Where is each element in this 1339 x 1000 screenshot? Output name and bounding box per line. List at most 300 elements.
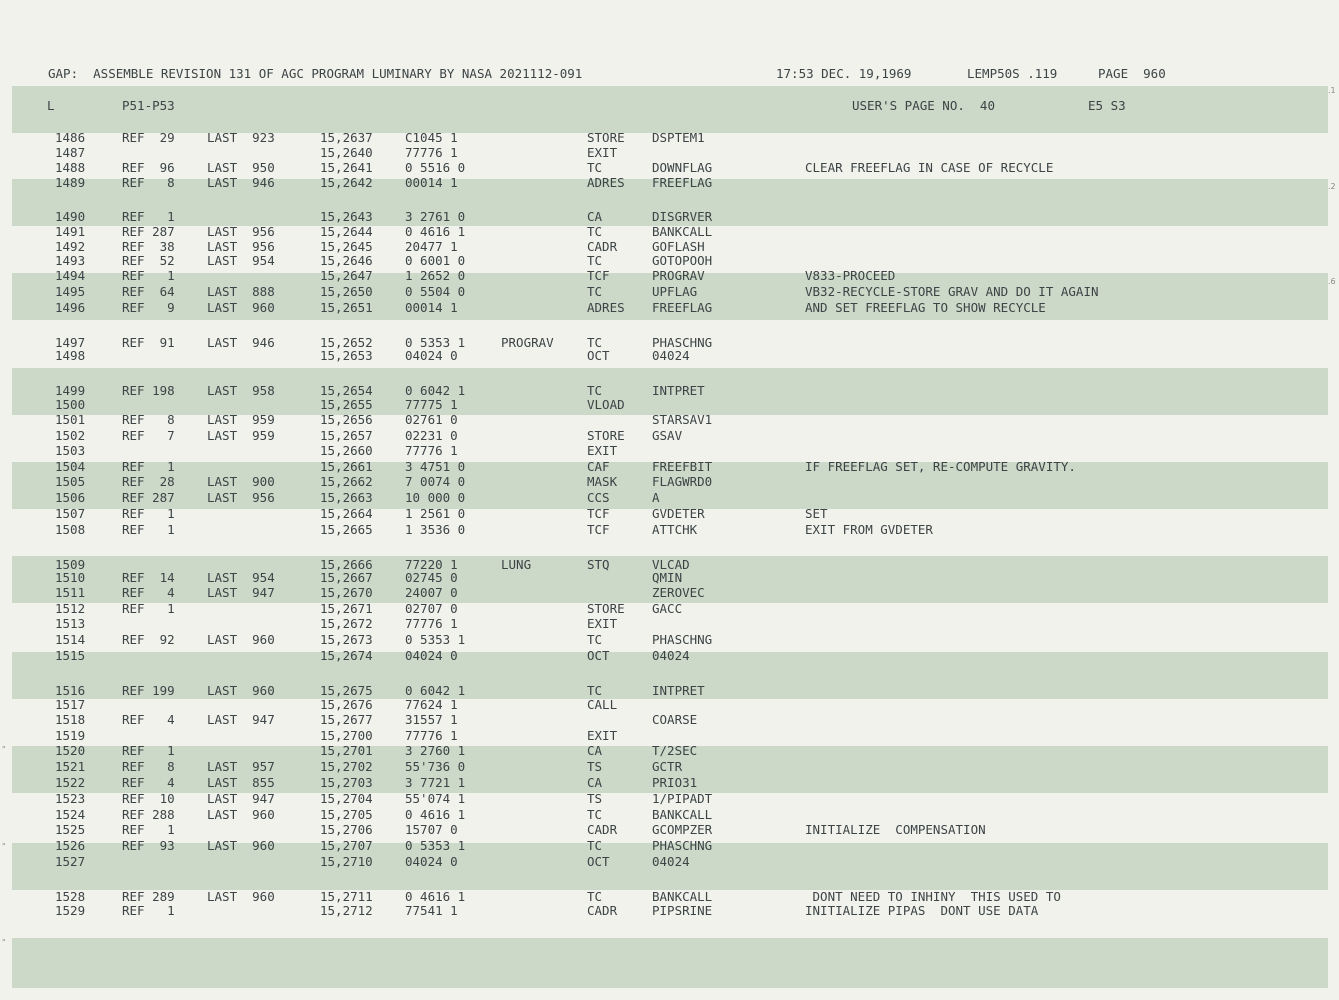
ref-count: REF 8 <box>122 412 175 427</box>
address: 15,2671 <box>320 601 373 616</box>
line-number: 1524 <box>55 807 86 822</box>
opcode: TC <box>587 284 603 299</box>
address: 15,2672 <box>320 616 373 631</box>
operand: BANKCALL <box>652 807 713 822</box>
listing-row <box>0 712 1339 728</box>
comment: AND SET FREEFLAG TO SHOW RECYCLE <box>805 300 1046 315</box>
line-number: 1527 <box>55 854 86 869</box>
listing-row <box>0 854 1339 870</box>
address: 15,2643 <box>320 209 373 224</box>
comment: IF FREEFLAG SET, RE-COMPUTE GRAVITY. <box>805 459 1076 474</box>
address: 15,2665 <box>320 522 373 537</box>
listing-row <box>0 728 1339 744</box>
comment: V833-PROCEED <box>805 268 896 283</box>
line-number: 1500 <box>55 397 86 412</box>
ref-count: REF 1 <box>122 601 175 616</box>
address: 15,2666 <box>320 557 373 572</box>
listing-row <box>0 284 1339 300</box>
ref-count: REF 93 <box>122 838 175 853</box>
last-ref: LAST 946 <box>207 335 275 350</box>
opcode: TC <box>587 160 603 175</box>
opcode: MASK <box>587 474 618 489</box>
line-number: 1521 <box>55 759 86 774</box>
octal-word: 24007 0 <box>405 585 458 600</box>
listing-row <box>0 474 1339 490</box>
ref-count: REF 289 <box>122 889 175 904</box>
line-number: 1526 <box>55 838 86 853</box>
last-ref: LAST 956 <box>207 224 275 239</box>
opcode: EXIT <box>587 616 618 631</box>
address: 15,2706 <box>320 822 373 837</box>
line-number: 1490 <box>55 209 86 224</box>
line-number: 1517 <box>55 697 86 712</box>
listing-row <box>0 601 1339 617</box>
address: 15,2677 <box>320 712 373 727</box>
comment: SET <box>805 506 828 521</box>
line-number: 1488 <box>55 160 86 175</box>
octal-word: 77541 1 <box>405 903 458 918</box>
operand: INTPRET <box>652 683 705 698</box>
octal-word: 55'074 1 <box>405 791 466 806</box>
address: 15,2705 <box>320 807 373 822</box>
listing-row <box>0 160 1339 176</box>
octal-word: 1 2652 0 <box>405 268 466 283</box>
opcode: CA <box>587 209 603 224</box>
opcode: TC <box>587 807 603 822</box>
line-number: 1515 <box>55 648 86 663</box>
last-ref: LAST 960 <box>207 632 275 647</box>
address: 15,2670 <box>320 585 373 600</box>
octal-word: 3 2760 1 <box>405 743 466 758</box>
address: 15,2704 <box>320 791 373 806</box>
address: 15,2637 <box>320 130 373 145</box>
line-number: 1492 <box>55 239 86 254</box>
listing-row <box>0 300 1339 316</box>
margin-mark: .1 <box>1328 86 1336 95</box>
address: 15,2667 <box>320 570 373 585</box>
octal-word: 0 5504 0 <box>405 284 466 299</box>
listing-header <box>0 66 1339 82</box>
address: 15,2646 <box>320 253 373 268</box>
line-number: 1529 <box>55 903 86 918</box>
header-line: GAP: ASSEMBLE REVISION 131 OF AGC PROGRAM LUMINARY BY NASA 2021112-091 <box>48 66 583 81</box>
operand: GVDETER <box>652 506 705 521</box>
listing-row <box>0 807 1339 823</box>
operand: FREEFLAG <box>652 300 713 315</box>
line-number: 1518 <box>55 712 86 727</box>
line-number: 1489 <box>55 175 86 190</box>
ref-count: REF 198 <box>122 383 175 398</box>
comment: INITIALIZE PIPAS DONT USE DATA <box>805 903 1039 918</box>
ref-count: REF 1 <box>122 743 175 758</box>
listing-row <box>0 443 1339 459</box>
ref-count: REF 38 <box>122 239 175 254</box>
ref-count: REF 1 <box>122 209 175 224</box>
opcode: TCF <box>587 522 610 537</box>
line-number: 1520 <box>55 743 86 758</box>
line-number: 1487 <box>55 145 86 160</box>
listing-row <box>0 348 1339 364</box>
octal-word: 77776 1 <box>405 616 458 631</box>
opcode: STORE <box>587 428 625 443</box>
last-ref: LAST 946 <box>207 175 275 190</box>
opcode: OCT <box>587 854 610 869</box>
listing-row <box>0 397 1339 413</box>
octal-word: 77624 1 <box>405 697 458 712</box>
operand: GSAV <box>652 428 683 443</box>
last-ref: LAST 960 <box>207 838 275 853</box>
octal-word: 04024 0 <box>405 348 458 363</box>
ref-count: REF 52 <box>122 253 175 268</box>
subheader-section: P51-P53 <box>122 98 175 113</box>
last-ref: LAST 957 <box>207 759 275 774</box>
ref-count: REF 1 <box>122 903 175 918</box>
ref-count: REF 1 <box>122 506 175 521</box>
octal-word: 0 4616 1 <box>405 889 466 904</box>
last-ref: LAST 855 <box>207 775 275 790</box>
octal-word: 0 5353 1 <box>405 335 466 350</box>
octal-word: 0 6001 0 <box>405 253 466 268</box>
line-number: 1508 <box>55 522 86 537</box>
address: 15,2654 <box>320 383 373 398</box>
line-number: 1519 <box>55 728 86 743</box>
ref-count: REF 1 <box>122 522 175 537</box>
operand: A <box>652 490 660 505</box>
octal-word: 02761 0 <box>405 412 458 427</box>
line-number: 1493 <box>55 253 86 268</box>
margin-mark: .6 <box>1328 277 1336 286</box>
operand: COARSE <box>652 712 698 727</box>
address: 15,2642 <box>320 175 373 190</box>
last-ref: LAST 947 <box>207 791 275 806</box>
ref-count: REF 64 <box>122 284 175 299</box>
opcode: CAF <box>587 459 610 474</box>
octal-word: 0 6042 1 <box>405 383 466 398</box>
line-number: 1525 <box>55 822 86 837</box>
line-number: 1504 <box>55 459 86 474</box>
margin-mark: " <box>2 745 6 754</box>
subheader-users-page: USER'S PAGE NO. 40 <box>852 98 995 113</box>
ref-count: REF 4 <box>122 712 175 727</box>
operand: FREEFLAG <box>652 175 713 190</box>
address: 15,2674 <box>320 648 373 663</box>
operand: PHASCHNG <box>652 632 713 647</box>
opcode: TC <box>587 224 603 239</box>
listing-row <box>0 743 1339 759</box>
octal-word: 77776 1 <box>405 145 458 160</box>
ref-count: REF 29 <box>122 130 175 145</box>
last-ref: LAST 947 <box>207 712 275 727</box>
paper-band <box>12 938 1328 988</box>
line-number: 1495 <box>55 284 86 299</box>
line-number: 1499 <box>55 383 86 398</box>
address: 15,2707 <box>320 838 373 853</box>
operand: DOWNFLAG <box>652 160 713 175</box>
octal-word: 0 5353 1 <box>405 838 466 853</box>
address: 15,2651 <box>320 300 373 315</box>
line-number: 1486 <box>55 130 86 145</box>
address: 15,2703 <box>320 775 373 790</box>
last-ref: LAST 947 <box>207 585 275 600</box>
address: 15,2664 <box>320 506 373 521</box>
ref-count: REF 91 <box>122 335 175 350</box>
opcode: EXIT <box>587 145 618 160</box>
ref-count: REF 287 <box>122 490 175 505</box>
opcode: EXIT <box>587 443 618 458</box>
last-ref: LAST 960 <box>207 683 275 698</box>
operand: STARSAV1 <box>652 412 713 427</box>
address: 15,2644 <box>320 224 373 239</box>
operand: T/2SEC <box>652 743 698 758</box>
operand: VLCAD <box>652 557 690 572</box>
listing-row <box>0 506 1339 522</box>
ref-count: REF 287 <box>122 224 175 239</box>
listing-row <box>0 412 1339 428</box>
line-number: 1497 <box>55 335 86 350</box>
ref-count: REF 8 <box>122 175 175 190</box>
listing-row <box>0 697 1339 713</box>
address: 15,2640 <box>320 145 373 160</box>
opcode: TC <box>587 683 603 698</box>
line-number: 1516 <box>55 683 86 698</box>
octal-word: 00014 1 <box>405 175 458 190</box>
ref-count: REF 1 <box>122 268 175 283</box>
operand: INTPRET <box>652 383 705 398</box>
opcode: OCT <box>587 348 610 363</box>
octal-word: 0 6042 1 <box>405 683 466 698</box>
address: 15,2710 <box>320 854 373 869</box>
octal-word: 55'736 0 <box>405 759 466 774</box>
last-ref: LAST 954 <box>207 570 275 585</box>
octal-word: 04024 0 <box>405 648 458 663</box>
listing-row <box>0 822 1339 838</box>
octal-word: 02745 0 <box>405 570 458 585</box>
last-ref: LAST 958 <box>207 383 275 398</box>
ref-count: REF 9 <box>122 300 175 315</box>
opcode: TCF <box>587 268 610 283</box>
last-ref: LAST 954 <box>207 253 275 268</box>
listing-row <box>0 585 1339 601</box>
opcode: VLOAD <box>587 397 625 412</box>
listing-row <box>0 428 1339 444</box>
octal-word: 7 0074 0 <box>405 474 466 489</box>
opcode: CADR <box>587 903 618 918</box>
ref-count: REF 8 <box>122 759 175 774</box>
comment: VB32-RECYCLE-STORE GRAV AND DO IT AGAIN <box>805 284 1099 299</box>
opcode: CALL <box>587 697 618 712</box>
opcode: TC <box>587 383 603 398</box>
ref-count: REF 14 <box>122 570 175 585</box>
opcode: STORE <box>587 130 625 145</box>
opcode: TC <box>587 632 603 647</box>
opcode: STORE <box>587 601 625 616</box>
ref-count: REF 1 <box>122 822 175 837</box>
label: LUNG <box>501 557 532 572</box>
opcode: CCS <box>587 490 610 505</box>
comment: EXIT FROM GVDETER <box>805 522 933 537</box>
line-number: 1512 <box>55 601 86 616</box>
ref-count: REF 28 <box>122 474 175 489</box>
line-number: 1503 <box>55 443 86 458</box>
octal-word: C1045 1 <box>405 130 458 145</box>
octal-word: 77775 1 <box>405 397 458 412</box>
opcode: TC <box>587 838 603 853</box>
operand: GOFLASH <box>652 239 705 254</box>
last-ref: LAST 959 <box>207 428 275 443</box>
octal-word: 02231 0 <box>405 428 458 443</box>
header-job: LEMP50S .119 <box>967 66 1058 81</box>
opcode: TC <box>587 335 603 350</box>
line-number: 1511 <box>55 585 86 600</box>
octal-word: 15707 0 <box>405 822 458 837</box>
last-ref: LAST 960 <box>207 889 275 904</box>
octal-word: 3 7721 1 <box>405 775 466 790</box>
listing-row <box>0 130 1339 146</box>
listing-row <box>0 459 1339 475</box>
opcode: TS <box>587 791 603 806</box>
address: 15,2656 <box>320 412 373 427</box>
operand: GOTOPOOH <box>652 253 713 268</box>
opcode: CA <box>587 743 603 758</box>
listing-row <box>0 759 1339 775</box>
comment: INITIALIZE COMPENSATION <box>805 822 986 837</box>
address: 15,2712 <box>320 903 373 918</box>
opcode: TCF <box>587 506 610 521</box>
margin-mark: " <box>2 842 6 851</box>
listing-row <box>0 268 1339 284</box>
listing-row <box>0 253 1339 269</box>
octal-word: 0 4616 1 <box>405 807 466 822</box>
listing-row <box>0 616 1339 632</box>
octal-word: 0 5516 0 <box>405 160 466 175</box>
last-ref: LAST 960 <box>207 300 275 315</box>
address: 15,2702 <box>320 759 373 774</box>
opcode: TC <box>587 889 603 904</box>
opcode: ADRES <box>587 175 625 190</box>
operand: QMIN <box>652 570 683 585</box>
listing-row <box>0 791 1339 807</box>
ref-count: REF 96 <box>122 160 175 175</box>
address: 15,2700 <box>320 728 373 743</box>
address: 15,2673 <box>320 632 373 647</box>
line-number: 1491 <box>55 224 86 239</box>
line-number: 1501 <box>55 412 86 427</box>
octal-word: 0 4616 1 <box>405 224 466 239</box>
octal-word: 77776 1 <box>405 443 458 458</box>
opcode: CADR <box>587 822 618 837</box>
last-ref: LAST 959 <box>207 412 275 427</box>
operand: GCOMPZER <box>652 822 713 837</box>
listing-subheader <box>0 98 1339 114</box>
operand: DSPTEM1 <box>652 130 705 145</box>
subheader-code: E5 S3 <box>1088 98 1126 113</box>
listing-row <box>0 522 1339 538</box>
octal-word: 10 000 0 <box>405 490 466 505</box>
last-ref: LAST 923 <box>207 130 275 145</box>
listing-row <box>0 209 1339 225</box>
octal-word: 02707 0 <box>405 601 458 616</box>
ref-count: REF 4 <box>122 585 175 600</box>
line-number: 1494 <box>55 268 86 283</box>
last-ref: LAST 900 <box>207 474 275 489</box>
listing-row <box>0 775 1339 791</box>
address: 15,2675 <box>320 683 373 698</box>
last-ref: LAST 956 <box>207 490 275 505</box>
address: 15,2645 <box>320 239 373 254</box>
line-number: 1507 <box>55 506 86 521</box>
octal-word: 00014 1 <box>405 300 458 315</box>
address: 15,2661 <box>320 459 373 474</box>
address: 15,2641 <box>320 160 373 175</box>
ref-count: REF 4 <box>122 775 175 790</box>
operand: PHASCHNG <box>652 838 713 853</box>
line-number: 1514 <box>55 632 86 647</box>
address: 15,2676 <box>320 697 373 712</box>
line-number: 1509 <box>55 557 86 572</box>
operand: UPFLAG <box>652 284 698 299</box>
operand: PHASCHNG <box>652 335 713 350</box>
address: 15,2662 <box>320 474 373 489</box>
operand: 1/PIPADT <box>652 791 713 806</box>
last-ref: LAST 950 <box>207 160 275 175</box>
operand: ZEROVEC <box>652 585 705 600</box>
address: 15,2657 <box>320 428 373 443</box>
address: 15,2655 <box>320 397 373 412</box>
listing-row <box>0 632 1339 648</box>
address: 15,2652 <box>320 335 373 350</box>
operand: 04024 <box>652 348 690 363</box>
address: 15,2701 <box>320 743 373 758</box>
line-number: 1523 <box>55 791 86 806</box>
octal-word: 04024 0 <box>405 854 458 869</box>
operand: FREEFBIT <box>652 459 713 474</box>
operand: PIPSRINE <box>652 903 713 918</box>
address: 15,2660 <box>320 443 373 458</box>
label: PROGRAV <box>501 335 554 350</box>
listing-row <box>0 490 1339 506</box>
opcode: EXIT <box>587 728 618 743</box>
opcode: TC <box>587 253 603 268</box>
operand: GCTR <box>652 759 683 774</box>
listing-row <box>0 224 1339 240</box>
last-ref: LAST 956 <box>207 239 275 254</box>
operand: 04024 <box>652 648 690 663</box>
line-number: 1528 <box>55 889 86 904</box>
line-number: 1505 <box>55 474 86 489</box>
listing-row <box>0 838 1339 854</box>
ref-count: REF 10 <box>122 791 175 806</box>
address: 15,2650 <box>320 284 373 299</box>
line-number: 1498 <box>55 348 86 363</box>
octal-word: 77220 1 <box>405 557 458 572</box>
line-number: 1513 <box>55 616 86 631</box>
octal-word: 3 4751 0 <box>405 459 466 474</box>
ref-count: REF 199 <box>122 683 175 698</box>
subheader-l: L <box>47 98 55 113</box>
ref-count: REF 7 <box>122 428 175 443</box>
address: 15,2711 <box>320 889 373 904</box>
operand: BANKCALL <box>652 224 713 239</box>
octal-word: 77776 1 <box>405 728 458 743</box>
opcode: STQ <box>587 557 610 572</box>
operand: GACC <box>652 601 683 616</box>
address: 15,2647 <box>320 268 373 283</box>
header-time-date: 17:53 DEC. 19,1969 <box>776 66 912 81</box>
last-ref: LAST 960 <box>207 807 275 822</box>
opcode: OCT <box>587 648 610 663</box>
octal-word: 31557 1 <box>405 712 458 727</box>
operand: DISGRVER <box>652 209 713 224</box>
